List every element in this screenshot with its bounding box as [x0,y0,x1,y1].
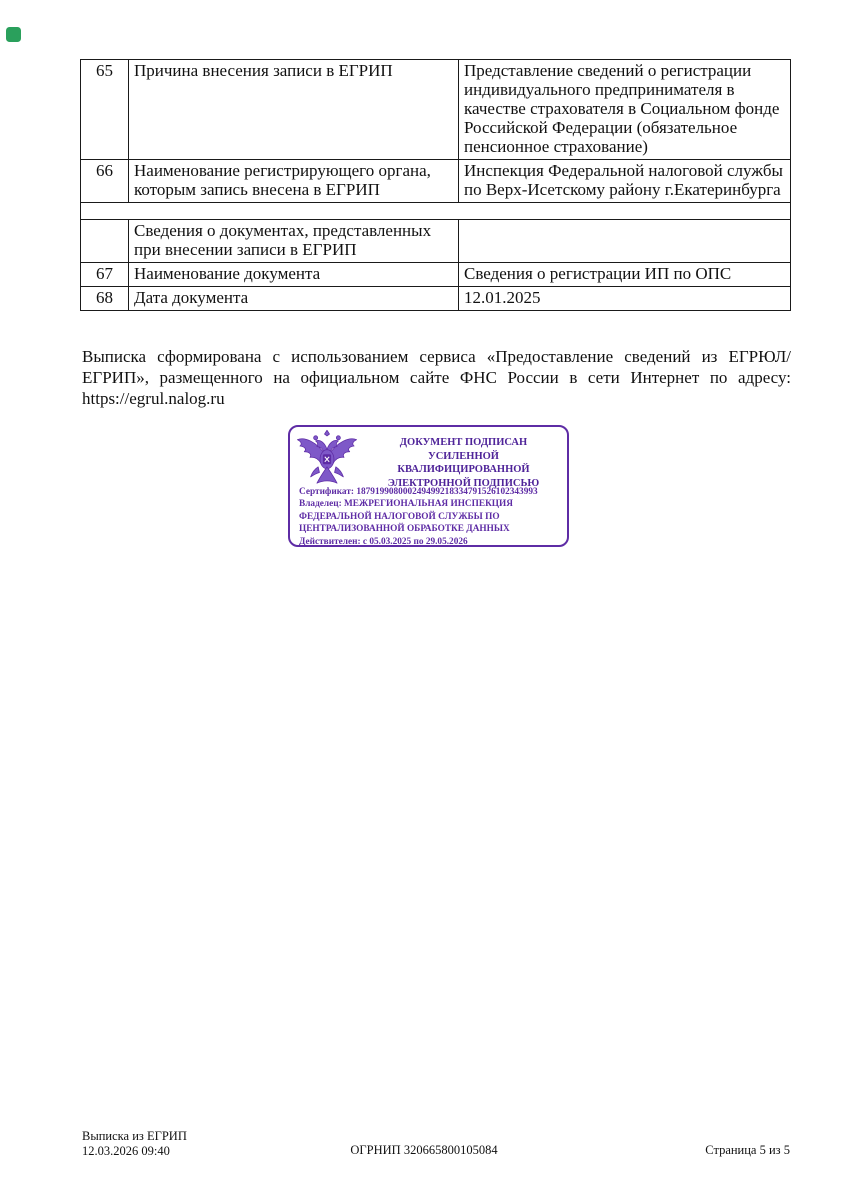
table-row-67 [81,263,791,287]
stamp-owner-line [299,498,559,535]
stamp-title [366,436,561,490]
row-number: 65 [81,60,129,160]
stamp-title-line: ДОКУМЕНТ ПОДПИСАН [399,437,528,448]
green-indicator-icon [6,27,21,42]
stamp-title-line: ЭЛЕКТРОННОЙ ПОДПИСЬЮ [387,477,540,489]
row-field-name: Наименование регистрирующего органа, которым запись внесена в ЕГРИП [129,160,459,203]
footer-datetime: 12.03.2026 09:40 [82,1143,170,1158]
stamp-certificate-line [299,486,559,498]
footer-ogrnip: ОГРНИП 320665800105084 [350,1143,498,1157]
stamp-validity-line: Действителен: с 05.03.2025 по 29.05.2026 [299,536,468,547]
row-field-value: Сведения о регистрации ИП по ОПС [459,263,791,287]
stamp-details [299,486,559,548]
table-row-68 [81,287,791,311]
owner-label: Владелец: [299,499,342,510]
certificate-label: Сертификат: [299,487,355,497]
row-field-value: Представление сведений о регистрации индивидуального предпринимателя в качестве страхователя в Социальном фонде Российской Федерации (обязательное пенсионное страхование) [459,60,791,160]
row-field-name: Дата документа [129,287,459,311]
row-field-name: Наименование документа [129,263,459,287]
table-row-66 [81,160,791,203]
spacer-cell [81,203,791,220]
extract-formation-notice: Выписка сформирована с использованием сервиса «Предоставление сведений из ЕГРЮЛ/ЕГРИП», размещенного на официальном сайте ФНС России в сети Интернет по адресу: https://egrul.nalog.ru [82,347,791,408]
row-field-value: 12.01.2025 [459,287,791,311]
owner-value: МЕЖРЕГИОНАЛЬНАЯ ИНСПЕКЦИЯ ФЕДЕРАЛЬНОЙ НАЛОГОВОЙ СЛУЖБЫ ПО ЦЕНТРАЛИЗОВАННОЙ ОБРАБОТКЕ ДАННЫХ [299,499,513,535]
row-field-value: Инспекция Федеральной налоговой службы по Верх-Исетскому району г.Екатеринбурга [459,160,791,203]
row-number: 68 [81,287,129,311]
row-field-value [459,220,791,263]
row-number [81,220,129,263]
footer-doc-type: Выписка из ЕГРИП [82,1129,187,1143]
row-field-name: Причина внесения записи в ЕГРИП [129,60,459,160]
egrip-records-table-container [80,59,791,311]
egrip-records-table [80,59,791,311]
electronic-signature-stamp [288,425,569,547]
row-number: 66 [81,160,129,203]
table-row-documents-header [81,220,791,263]
row-number: 67 [81,263,129,287]
row-field-name: Сведения о документах, представленных при внесении записи в ЕГРИП [129,220,459,263]
table-row-65 [81,60,791,160]
footer-page-number: Страница 5 из 5 [705,1143,790,1157]
certificate-value: 187919908000249499218334791526102343993 [356,487,538,497]
table-spacer-row [81,203,791,220]
stamp-title-line: УСИЛЕННОЙ КВАЛИФИЦИРОВАННОЙ [397,450,530,475]
coat-of-arms-icon [295,429,359,487]
